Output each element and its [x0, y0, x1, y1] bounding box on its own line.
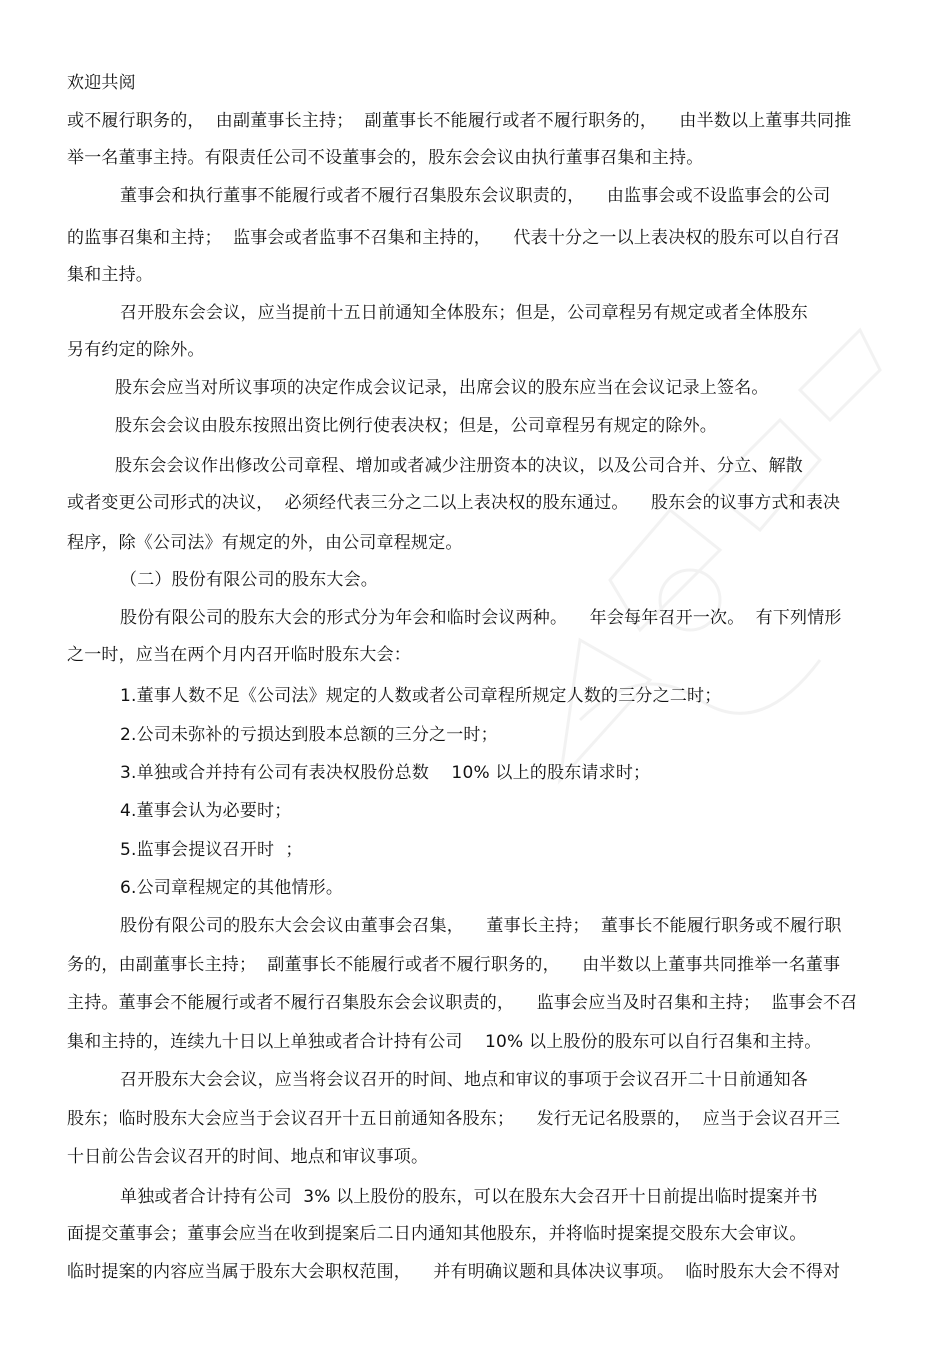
text-line: 股份有限公司的股东大会会议由董事会召集， 董事长主持； 董事长不能履行职务或不履行职: [120, 916, 842, 936]
text-line: 单独或者合计持有公司 3% 以上股份的股东，可以在股东大会召开十日前提出临时提案并书: [120, 1187, 818, 1207]
text-line: 的监事召集和主持； 监事会或者监事不召集和主持的， 代表十分之一以上表决权的股东可以自行召: [67, 228, 841, 248]
text-line: 召开股东会会议，应当提前十五日前通知全体股东；但是，公司章程另有规定或者全体股东: [120, 303, 808, 323]
section-heading: （二）股份有限公司的股东大会。: [120, 570, 378, 590]
text-line: 董事会和执行董事不能履行或者不履行召集股东会议职责的， 由监事会或不设监事会的公司: [120, 186, 831, 206]
text-line: 召开股东大会会议，应当将会议召开的时间、地点和审议的事项于会议召开二十日前通知各: [120, 1070, 808, 1090]
text-line: 程序，除《公司法》有规定的外，由公司章程规定。: [67, 533, 463, 553]
text-line: 或不履行职务的， 由副董事长主持； 副董事长不能履行或者不履行职务的， 由半数以上董事共同推: [67, 111, 852, 131]
text-line: 面提交董事会；董事会应当在收到提案后二日内通知其他股东，并将临时提案提交股东大会审议。: [67, 1224, 807, 1244]
text-line: 股东会应当对所议事项的决定作成会议记录，出席会议的股东应当在会议记录上签名。: [115, 378, 769, 398]
text-line: 股东会会议作出修改公司章程、增加或者减少注册资本的决议，以及公司合并、分立、解散: [115, 456, 803, 476]
text-line: 另有约定的除外。: [67, 340, 205, 360]
list-item: 5.监事会提议召开时 ；: [120, 840, 303, 860]
text-line: 股东会会议由股东按照出资比例行使表决权；但是，公司章程另有规定的除外。: [115, 416, 717, 436]
list-item: 1.董事人数不足《公司法》规定的人数或者公司章程所规定人数的三分之二时；: [120, 686, 722, 706]
text-line: 举一名董事主持。有限责任公司不设董事会的，股东会会议由执行董事召集和主持。: [67, 148, 704, 168]
text-line: 股份有限公司的股东大会的形式分为年会和临时会议两种。 年会每年召开一次。 有下列情形: [120, 608, 842, 628]
list-item: 4.董事会认为必要时；: [120, 801, 292, 821]
text-line: 务的，由副董事长主持； 副董事长不能履行或者不履行职务的， 由半数以上董事共同推举一名董事: [67, 955, 841, 975]
text-line: 或者变更公司形式的决议， 必须经代表三分之二以上表决权的股东通过。 股东会的议事方式和表决: [67, 493, 841, 513]
text-line: 之一时，应当在两个月内召开临时股东大会：: [67, 645, 411, 665]
text-line: 十日前公告会议召开的时间、地点和审议事项。: [67, 1147, 429, 1167]
text-line: 集和主持的，连续九十日以上单独或者合计持有公司 10% 以上股份的股东可以自行召集和主持。: [67, 1032, 822, 1052]
text-line: 股东；临时股东大会应当于会议召开十五日前通知各股东； 发行无记名股票的， 应当于会议召开三: [67, 1109, 841, 1129]
text-line: 临时提案的内容应当属于股东大会职权范围， 并有明确议题和具体决议事项。 临时股东大会不得对: [67, 1262, 841, 1282]
list-item: 2.公司未弥补的亏损达到股本总额的三分之一时；: [120, 725, 498, 745]
text-line: 集和主持。: [67, 265, 153, 285]
page-header: 欢迎共阅: [67, 73, 136, 93]
list-item: 3.单独或合并持有公司有表决权股份总数 10% 以上的股东请求时；: [120, 763, 651, 783]
text-line: 主持。董事会不能履行或者不履行召集股东会会议职责的， 监事会应当及时召集和主持； 监事会不召: [67, 993, 858, 1013]
list-item: 6.公司章程规定的其他情形。: [120, 878, 344, 898]
